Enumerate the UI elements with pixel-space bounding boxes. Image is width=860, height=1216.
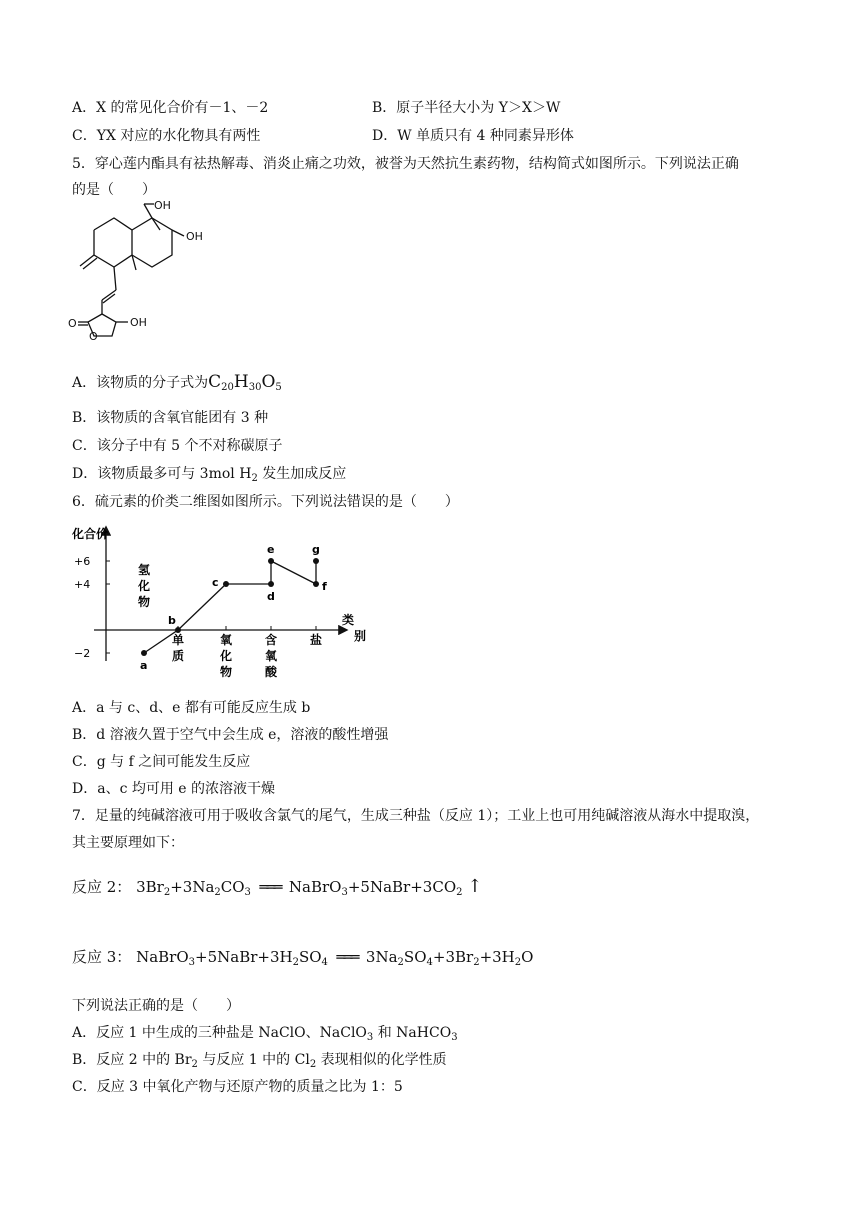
q6-option-b: B．d 溶液久置于空气中会生成 e，溶液的酸性增强	[72, 727, 389, 743]
oh-label-bottom: OH	[130, 316, 147, 329]
point-f	[313, 581, 319, 587]
point-g	[313, 558, 319, 564]
q7-option-a	[72, 1023, 458, 1048]
reaction-2: 反应 2： $3Br_2+3Na_2CO_3$ ═══ $NaBrO_3+5NaBr+3CO_2$ ↑	[72, 876, 483, 898]
q7-option-c: C．反应 3 中氧化产物与还原产物的质量之比为 1：5	[72, 1079, 403, 1095]
point-a	[141, 650, 147, 656]
x-category-label: 物	[220, 665, 233, 679]
q6-option-c: C．g 与 f 之间可能发生反应	[72, 754, 251, 770]
q5-option-d-post: 发生加成反应	[257, 466, 347, 482]
q5-stem-line1: 5．穿心莲内酯具有祛热解毒、消炎止痛之功效，被誉为天然抗生素药物，结构简式如图所示。下列说法正确	[72, 156, 739, 172]
q7-option-b-mid: 与反应 1 中的 Cl	[197, 1052, 310, 1068]
q5-option-d-pre: D．该物质最多可与 3mol H	[72, 466, 252, 482]
equals-sign: ═══	[259, 878, 281, 896]
formula-o: O	[261, 372, 276, 392]
carbonyl-o-label: O	[68, 317, 77, 330]
q7-option-b	[72, 1050, 447, 1075]
q7-option-b-post: 表现相似的化学性质	[316, 1052, 447, 1068]
x-category-label: 含	[265, 633, 278, 647]
q7-option-a-pre: A．反应 1 中生成的三种盐是 NaClO、NaClO	[72, 1025, 367, 1041]
formula-c-count: 20	[221, 382, 234, 393]
q6-stem: 6．硫元素的价类二维图如图所示。下列说法错误的是（ ）	[72, 494, 459, 510]
x-category-label: 氧	[265, 649, 278, 663]
oh-label-right: OH	[186, 230, 203, 243]
q4-option-a: A．X 的常见化合价有－1、－2	[72, 100, 269, 116]
y-axis-label: 化合价	[72, 527, 109, 541]
q5-option-c: C．该分子中有 5 个不对称碳原子	[72, 438, 283, 454]
point-label-f: f	[322, 580, 327, 593]
q5-option-b: B．该物质的含氧官能团有 3 种	[72, 410, 269, 426]
q6-option-a: A．a 与 c、d、e 都有可能反应生成 b	[72, 700, 311, 716]
point-label-g: g	[312, 543, 320, 556]
q5-option-a	[72, 372, 282, 398]
reaction-2-label: 反应 2：	[72, 878, 132, 896]
x-category-label: 物	[138, 595, 151, 609]
q4-option-d: D．W 单质只有 4 种同素异形体	[372, 128, 574, 144]
oh-label-top: OH	[154, 200, 171, 212]
point-c	[223, 581, 229, 587]
x-axis-label-char: 别	[354, 629, 367, 643]
q5-stem-line2: 的是（ ）	[72, 182, 156, 198]
x-category-label: 单	[172, 633, 185, 647]
ring-o-label: O	[89, 330, 98, 340]
point-label-d: d	[267, 590, 275, 603]
y-tick-label: −2	[74, 647, 91, 660]
q7-option-a-sub2: 3	[451, 1032, 458, 1043]
point-label-e: e	[267, 543, 275, 556]
formula-c: C	[208, 372, 222, 392]
x-category-label: 氧	[220, 633, 233, 647]
chart-segment	[271, 561, 316, 584]
gas-arrow-icon: ↑	[467, 876, 483, 897]
x-category-label: 氢	[138, 563, 151, 577]
q7-option-b-sub2: 2	[309, 1059, 317, 1070]
x-category-label: 化	[220, 649, 233, 663]
q7-option-b-sub: 2	[191, 1059, 198, 1070]
x-category-label: 盐	[310, 633, 323, 647]
molecular-formula	[208, 372, 282, 392]
x-category-label: 化	[138, 579, 151, 593]
point-label-b: b	[168, 614, 176, 627]
q7-stem-line2: 其主要原理如下：	[72, 835, 184, 851]
q4-option-b: B．原子半径大小为 Y＞X＞W	[372, 100, 561, 116]
y-tick-label: +4	[74, 578, 91, 591]
x-category-label: 酸	[265, 665, 278, 679]
x-axis-label-char: 类	[342, 613, 355, 627]
q5-option-d-sub: 2	[251, 473, 258, 484]
point-d	[268, 581, 274, 587]
sulfur-valence-class-chart	[66, 516, 376, 686]
q4-option-c: C．YX 对应的水化物具有两性	[72, 128, 261, 144]
y-tick-label: +6	[74, 555, 91, 568]
andrographolide-structure	[66, 200, 226, 340]
q7-option-a-sub: 3	[366, 1032, 374, 1043]
formula-h: H	[233, 372, 249, 392]
x-category-label: 质	[172, 649, 185, 663]
point-e	[268, 558, 274, 564]
equals-sign: ═══	[336, 948, 358, 966]
q7-question: 下列说法正确的是（ ）	[72, 998, 240, 1014]
point-label-c: c	[212, 576, 219, 589]
q7-option-b-pre: B．反应 2 中的 Br	[72, 1052, 192, 1068]
q7-stem-line1: 7．足量的纯碱溶液可用于吸收含氯气的尾气，生成三种盐（反应 1）；工业上也可用纯碱溶液从海水中提取溴，	[72, 808, 760, 824]
q5-option-d	[72, 464, 346, 489]
q6-option-d: D．a、c 均可用 e 的浓溶液干燥	[72, 781, 276, 797]
point-label-a: a	[140, 659, 148, 672]
reaction-3-label: 反应 3：	[72, 948, 132, 966]
q7-option-a-mid: 和 NaHCO	[373, 1025, 452, 1041]
point-b	[175, 627, 181, 633]
chart-segment	[178, 584, 226, 630]
formula-o-count: 5	[275, 382, 282, 393]
reaction-3: 反应 3： $NaBrO_3+5NaBr+3H_2SO_4$ ═══ $3Na_2SO_4+3Br_2+3H_2O$	[72, 948, 534, 968]
q5-option-a-text: A．该物质的分子式为	[72, 375, 209, 391]
formula-h-count: 30	[248, 382, 262, 393]
